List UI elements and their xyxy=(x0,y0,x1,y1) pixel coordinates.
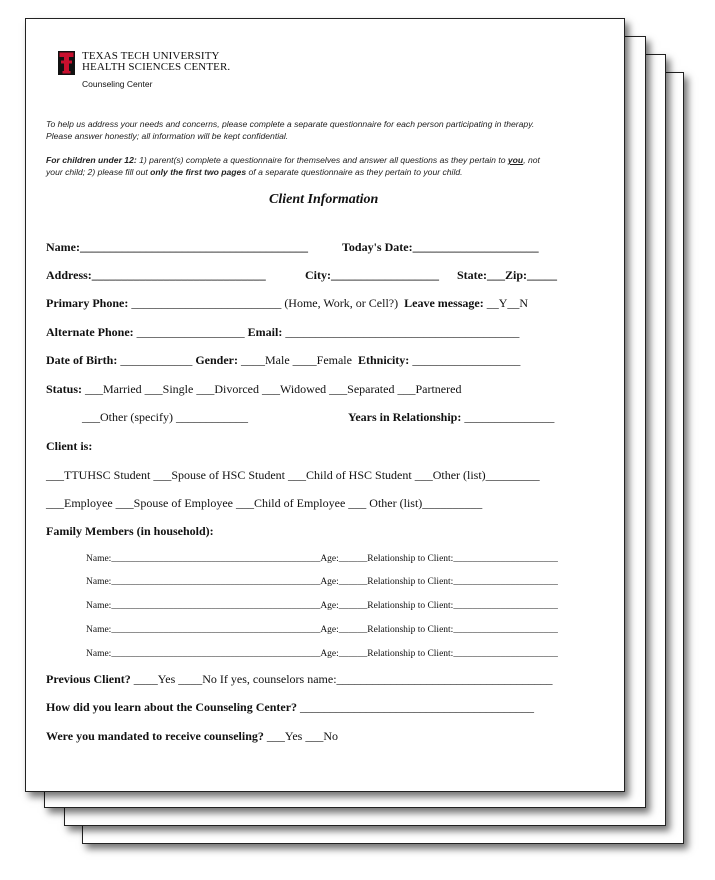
email-label: Email: xyxy=(247,325,283,339)
mandated-label: Were you mandated to receive counseling? xyxy=(46,729,264,743)
previous-client-options[interactable]: ____Yes ____No If yes, counselors name:____________________________________ xyxy=(133,672,553,686)
intro-line1: To help us address your needs and concerns, please complete a separate questionnaire for each person participating in therapy. xyxy=(46,119,535,129)
alternate-phone-label: Alternate Phone: xyxy=(46,325,134,339)
family-member-line[interactable]: Name:____________________________________________Age:______Relationship to Client:______________________ xyxy=(86,625,558,635)
department-name: Counseling Center xyxy=(82,79,153,89)
children-text-3: your child; 2) please fill out xyxy=(46,167,151,177)
family-member-line[interactable]: Name:____________________________________________Age:______Relationship to Client:______________________ xyxy=(86,554,558,564)
referral-source-row xyxy=(46,700,534,714)
children-heading: For children under 12: xyxy=(46,155,137,165)
primary-phone-row xyxy=(46,296,528,310)
page-title: Client Information xyxy=(269,192,379,207)
status-row xyxy=(46,382,461,396)
children-first-two-pages: only the first two pages xyxy=(150,167,247,177)
state-field[interactable]: State:___ xyxy=(457,268,505,282)
intro-line2: Please answer honestly; all information will be kept confidential. xyxy=(46,131,289,141)
city-field[interactable]: City:__________________ xyxy=(305,268,439,282)
dob-input[interactable]: ____________ xyxy=(120,353,193,367)
primary-phone-label: Primary Phone: xyxy=(46,296,129,310)
phone-type-hint: (Home, Work, or Cell?) xyxy=(284,296,399,310)
children-instructions xyxy=(46,154,540,178)
previous-client-row xyxy=(46,672,553,686)
todays-date-field[interactable]: Today's Date:_____________________ xyxy=(342,240,539,254)
questionnaire-page xyxy=(25,18,625,792)
status-other-field[interactable]: ___Other (specify) ____________ xyxy=(82,410,248,424)
family-member-line[interactable]: Name:____________________________________________Age:______Relationship to Client:______________________ xyxy=(86,601,558,611)
referral-source-label: How did you learn about the Counseling Center? xyxy=(46,700,298,714)
dob-label: Date of Birth: xyxy=(46,353,118,367)
leave-message-label: Leave message: xyxy=(404,296,484,310)
name-field[interactable]: Name:______________________________________ xyxy=(46,240,308,254)
org-name xyxy=(82,51,230,73)
years-relationship-label: Years in Relationship: xyxy=(348,410,462,424)
org-name-line2: HEALTH SCIENCES CENTER. xyxy=(82,61,231,73)
client-type-row-2[interactable]: ___Employee ___Spouse of Employee ___Child of Employee ___ Other (list)__________ xyxy=(46,496,483,510)
zip-field[interactable]: Zip:_____ xyxy=(505,268,558,282)
status-options[interactable]: ___Married ___Single ___Divorced ___Widowed ___Separated ___Partnered xyxy=(85,382,462,396)
status-label: Status: xyxy=(46,382,83,396)
children-text-1: 1) parent(s) complete a questionnaire for themselves and answer all questions as they pertain to xyxy=(136,155,508,165)
alternate-phone-row xyxy=(46,325,519,339)
family-member-line[interactable]: Name:____________________________________________Age:______Relationship to Client:______________________ xyxy=(86,649,558,659)
email-input[interactable]: _______________________________________ xyxy=(285,325,520,339)
client-is-heading: Client is: xyxy=(46,439,93,453)
address-field[interactable]: Address:_____________________________ xyxy=(46,268,266,282)
leave-message-options[interactable]: __Y__N xyxy=(486,296,529,310)
years-relationship-input[interactable]: _______________ xyxy=(464,410,555,424)
mandated-options[interactable]: ___Yes ___No xyxy=(266,729,339,743)
family-members-heading: Family Members (in household): xyxy=(46,524,214,538)
org-name-line1: TEXAS TECH UNIVERSITY xyxy=(82,50,220,62)
children-text-4: of a separate questionnaire as they pertain to your child. xyxy=(246,167,463,177)
double-t-logo-icon xyxy=(58,51,75,75)
primary-phone-input[interactable]: _________________________ xyxy=(131,296,282,310)
dob-row xyxy=(46,353,520,367)
mandated-row xyxy=(46,729,338,743)
ethnicity-label: Ethnicity: xyxy=(357,353,410,367)
family-member-line[interactable]: Name:____________________________________________Age:______Relationship to Client:______________________ xyxy=(86,577,558,587)
previous-client-label: Previous Client? xyxy=(46,672,131,686)
client-type-row-1[interactable]: ___TTUHSC Student ___Spouse of HSC Student ___Child of HSC Student ___Other (list)_________ xyxy=(46,468,540,482)
children-text-2: , not xyxy=(523,155,540,165)
referral-source-input[interactable]: _______________________________________ xyxy=(300,700,535,714)
alternate-phone-input[interactable]: __________________ xyxy=(136,325,245,339)
ethnicity-input[interactable]: __________________ xyxy=(412,353,521,367)
years-relationship-row xyxy=(348,410,554,424)
gender-label: Gender: xyxy=(195,353,238,367)
gender-options[interactable]: ____Male ____Female xyxy=(240,353,352,367)
children-you: you xyxy=(507,155,524,165)
intro-paragraph xyxy=(46,118,534,142)
